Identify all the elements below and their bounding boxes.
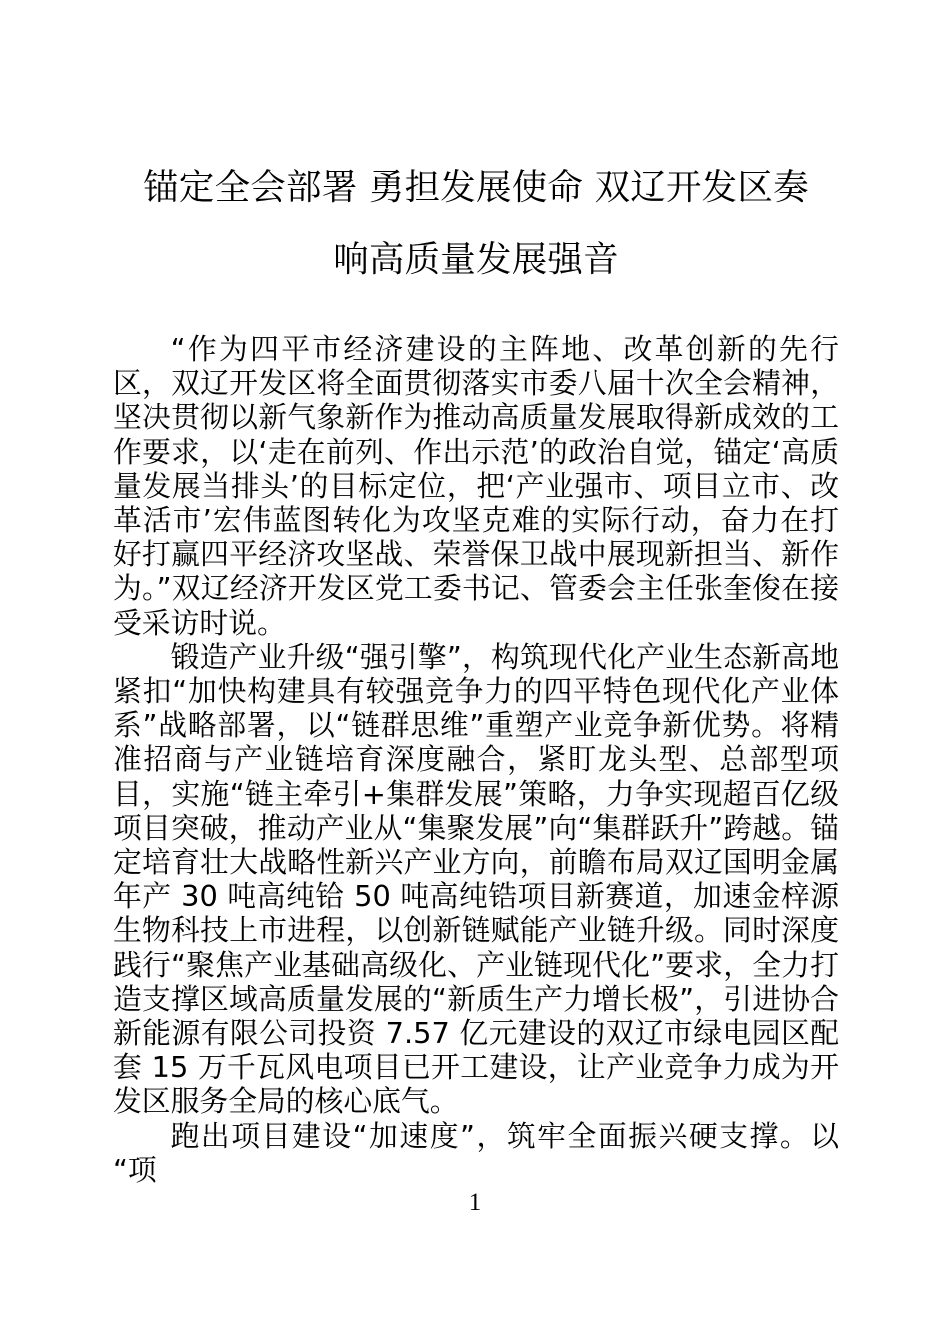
paragraph-2: 锻造产业升级“强引擎”，构筑现代化产业生态新高地紧扣“加快构建具有较强竞争力的四平特色现代化产业体系”战略部署，以“链群思维”重塑产业竞争新优势。将精准招商与产业链培育深度融合，紧盯龙头型、总部型项目，实施“链主牵引+集群发展”策略，力争实现超百亿级项目突破，推动产业从“集聚发展”向“集群跃升”跨越。锚定培育壮大战略性新兴产业方向，前瞻布局双辽国明金属年产 30 吨高纯铪 50 吨高纯锆项目新赛道，加速金梓源生物科技上市进程，以创新链赋能产业链升级。同时深度践行“聚焦产业基础高级化、产业链现代化”要求，全力打造支撑区域高质量发展的“新质生产力增长极”，引进协合新能源有限公司投资 7.57 亿元建设的双辽市绿电园区配套 15 万千瓦风电项目已开工建设，让产业竞争力成为开发区服务全局的核心底气。 xyxy=(113,639,839,1119)
paragraph-3: 跑出项目建设“加速度”，筑牢全面振兴硬支撑。以“项 xyxy=(113,1118,839,1187)
page-content-area xyxy=(113,0,839,1187)
title-line-2: 响高质量发展强音 xyxy=(333,239,619,280)
title-line-1: 锚定全会部署 勇担发展使命 双辽开发区奏 xyxy=(143,167,809,208)
paragraph-1: “作为四平市经济建设的主阵地、改革创新的先行区，双辽开发区将全面贯彻落实市委八届十次全会精神，坚决贯彻以新气象新作为推动高质量发展取得新成效的工作要求，以‘走在前列、作出示范’的政治自觉，锚定‘高质量发展当排头’的目标定位，把‘产业强市、项目立市、改革活市’宏伟蓝图转化为攻坚克难的实际行动，奋力在打好打赢四平经济攻坚战、荣誉保卫战中展现新担当、新作为。”双辽经济开发区党工委书记、管委会主任张奎俊在接受采访时说。 xyxy=(113,332,839,640)
page-title xyxy=(113,0,839,296)
page-number: 1 xyxy=(468,1189,482,1216)
document-body xyxy=(113,332,839,1187)
